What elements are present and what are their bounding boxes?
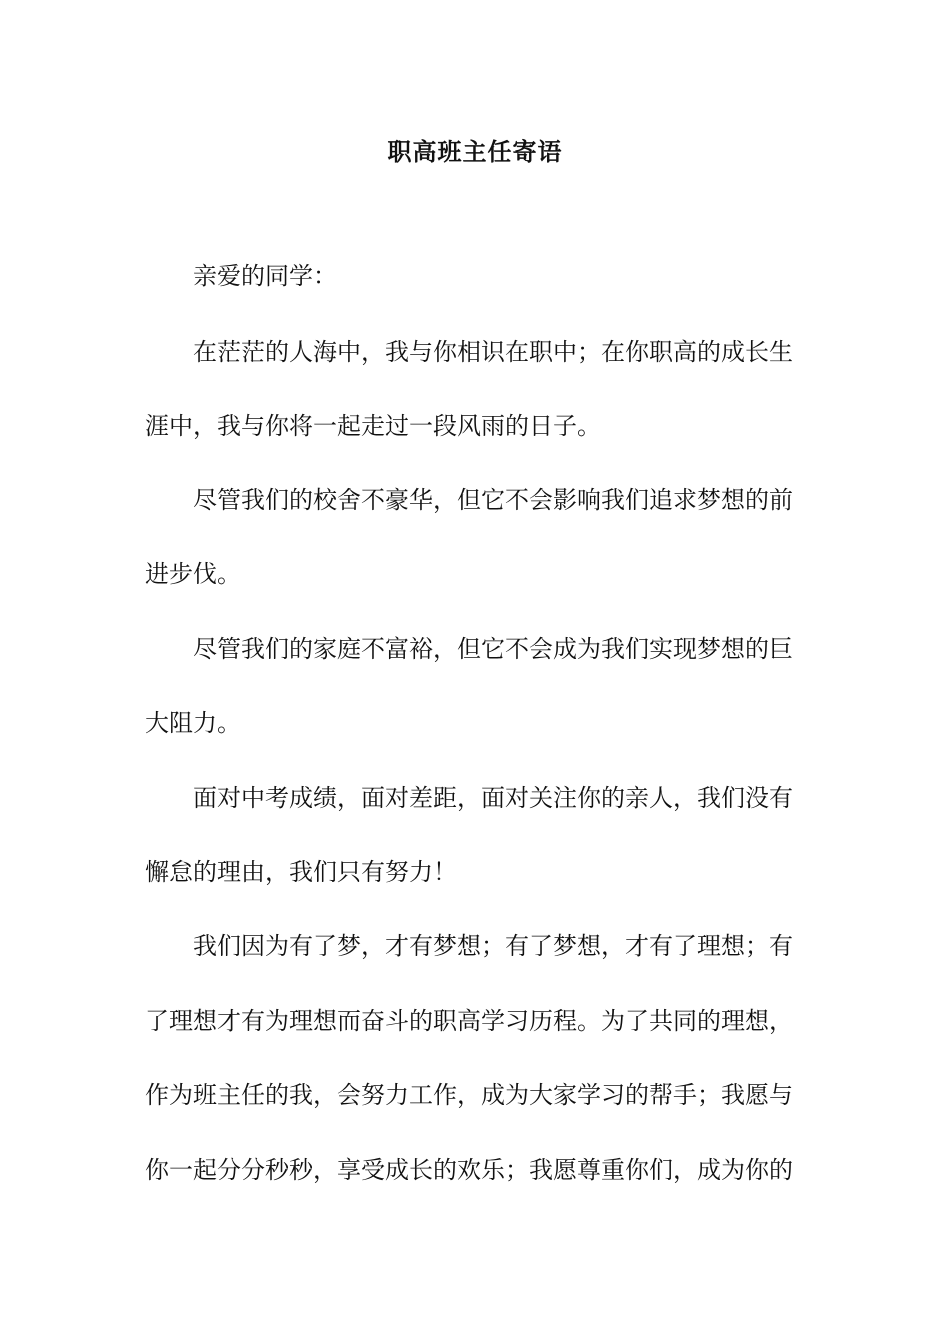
body-line: 作为班主任的我，会努力工作，成为大家学习的帮手；我愿与: [145, 1081, 793, 1109]
body-line: 你一起分分秒秒，享受成长的欢乐；我愿尊重你们，成为你的: [145, 1156, 793, 1184]
body-line: 懈怠的理由，我们只有努力！: [145, 858, 457, 886]
body-line: 大阻力。: [145, 709, 241, 737]
body-line: 了理想才有为理想而奋斗的职高学习历程。为了共同的理想，: [145, 1007, 793, 1035]
body-line: 在茫茫的人海中，我与你相识在职中；在你职高的成长生: [193, 338, 793, 366]
body-line: 进步伐。: [145, 560, 241, 588]
body-line: 涯中，我与你将一起走过一段风雨的日子。: [145, 412, 601, 440]
body-line: 尽管我们的校舍不豪华，但它不会影响我们追求梦想的前: [193, 486, 793, 514]
document-title: 职高班主任寄语: [387, 137, 563, 166]
body-line: 面对中考成绩，面对差距，面对关注你的亲人，我们没有: [193, 784, 793, 812]
body-line: 尽管我们的家庭不富裕，但它不会成为我们实现梦想的巨: [193, 635, 793, 663]
body-line: 我们因为有了梦，才有梦想；有了梦想，才有了理想；有: [193, 932, 793, 960]
salutation-line: 亲爱的同学：: [193, 262, 337, 290]
